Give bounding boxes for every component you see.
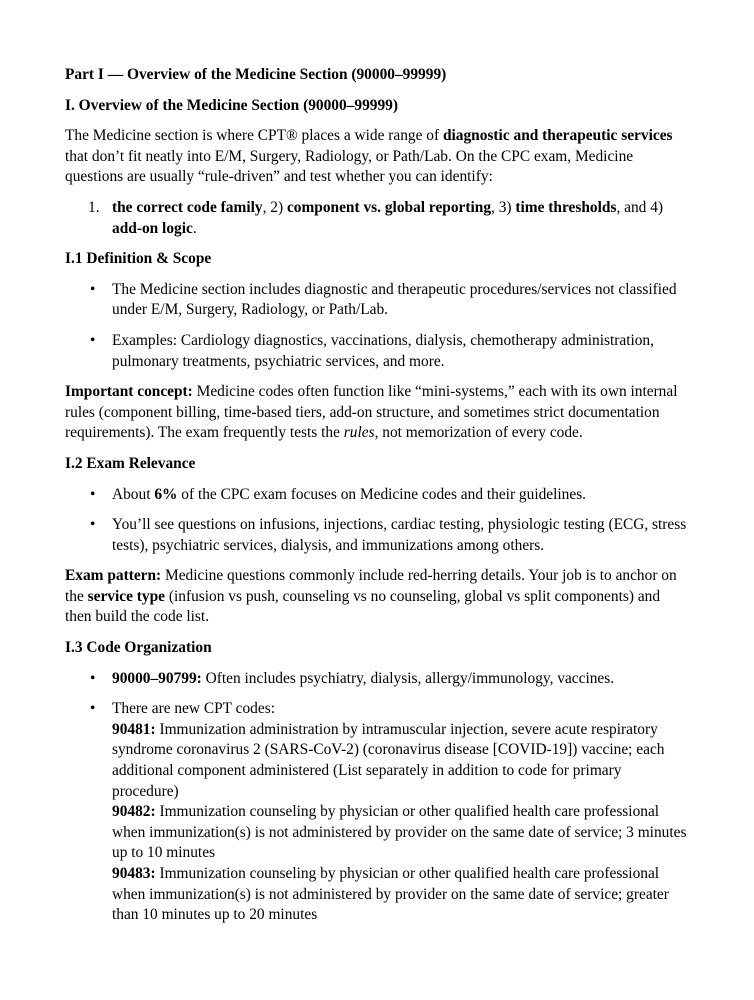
code-number: 90482: [112,803,156,821]
bullet-marker: • [90,700,96,718]
text-segment: , 2) [262,198,287,216]
bold-term: service type [87,587,166,605]
text-segment: Often includes psychiatry, dialysis, allergy/immunology, vaccines. [201,669,615,687]
bullet-marker: • [90,485,96,503]
code-number: 90481: [112,720,156,738]
bullet-item-question-topics [65,515,690,556]
text-segment: of the CPC exam focuses on Medicine codes and their guidelines. [177,485,587,503]
text-segment: Medicine codes often function like “mini-systems,” each with its own internal rules (component billing, time-based tiers, add-on structure, and sometimes strict documentation requirements). The exam frequently tests the [65,383,678,442]
bullet-marker: • [90,331,96,349]
bullet-text: The Medicine section includes diagnostic and therapeutic procedures/services not classified under E/M, Surgery, Radiology, or Path/Lab. [112,280,677,319]
intro-paragraph [65,126,690,188]
bold-term: component vs. global reporting [286,198,492,216]
italic-term: rules [343,424,375,442]
bold-term: the correct code family [112,198,263,216]
text-segment: . [192,219,197,237]
code-range: 90000–90799: [112,669,202,687]
part-heading: Part I — Overview of the Medicine Section (90000–99999) [65,66,447,83]
bullet-item-definition [65,280,690,321]
bullet-item-examples [65,331,690,372]
bold-term: diagnostic and therapeutic services [442,127,673,145]
bullet-text [112,669,690,690]
numbered-item-text [112,198,690,239]
bullet-text [112,699,690,926]
text-segment: (infusion vs push, counseling vs no counseling, global vs split components) and then build the code list. [65,587,661,626]
overview-heading: I. Overview of the Medicine Section (90000–99999) [65,96,398,114]
text-segment: , 3) [491,198,516,216]
bold-term: 6% [154,485,178,503]
bold-label: Important concept: [65,383,193,401]
section-2-heading: I.2 Exam Relevance [65,454,196,472]
code-number: 90483: [112,865,156,882]
code-entry-90482 [112,802,690,864]
code-description: Immunization counseling by physician or other qualified health care professional when immunization(s) is not administered by provider on the same date of service; 3 minutes up to 10 minutes [112,803,687,862]
section-1-heading: I.1 Definition & Scope [65,250,212,268]
bold-term: time thresholds [515,198,617,216]
bullet-item-exam-percentage [65,485,690,506]
section-3-heading: I.3 Code Organization [65,639,212,657]
code-entry-90481 [112,720,690,802]
bullet-item-new-cpt-codes [65,699,690,926]
bold-label: Exam pattern: [65,567,162,585]
bold-term: add-on logic [112,219,193,237]
text-segment: that don’t fit neatly into E/M, Surgery, Radiology, or Path/Lab. On the CPC exam, Medicine questions are usually “rule-driven” and test whether you can identify: [65,147,634,186]
code-description: Immunization counseling by physician or other qualified health care professional when immunization(s) is not administered by provider on the same date of service; greater than 10 minutes up to 20 minutes [112,865,669,924]
text-segment: , not memorization of every code. [374,424,583,442]
bullet-text [112,485,690,506]
text-segment: About [112,485,155,503]
code-description: Immunization administration by intramuscular injection, severe acute respiratory syndrome coronavirus 2 (SARS-CoV-2) (coronavirus disease [COVID-19]) vaccine; each additional component administered (List separately in addition to code for primary procedure) [112,720,665,800]
list-number-marker: 1. [88,198,100,216]
bullet-item-code-range [65,669,690,690]
bullet-marker: • [90,669,96,687]
bullet-marker: • [90,280,96,298]
text-segment: Medicine questions commonly include red-herring details. Your job is to anchor on the [65,567,677,605]
code-entry-90483 [112,864,690,926]
codes-intro-line: There are new CPT codes: [112,700,275,718]
bullet-marker: • [90,516,96,534]
bullet-text: Examples: Cardiology diagnostics, vaccinations, dialysis, chemotherapy administration, pulmonary treatments, psychiatric services, and more. [112,331,654,370]
text-segment: , and 4) [616,198,664,216]
bullet-text: You’ll see questions on infusions, injections, cardiac testing, physiologic testing (ECG, stress tests), psychiatric services, dialysis, and immunizations among others. [112,516,687,554]
text-segment: The Medicine section is where CPT® places a wide range of [65,127,443,145]
important-concept-paragraph [65,382,690,444]
exam-pattern-paragraph [65,566,690,628]
numbered-list-item [65,198,690,239]
